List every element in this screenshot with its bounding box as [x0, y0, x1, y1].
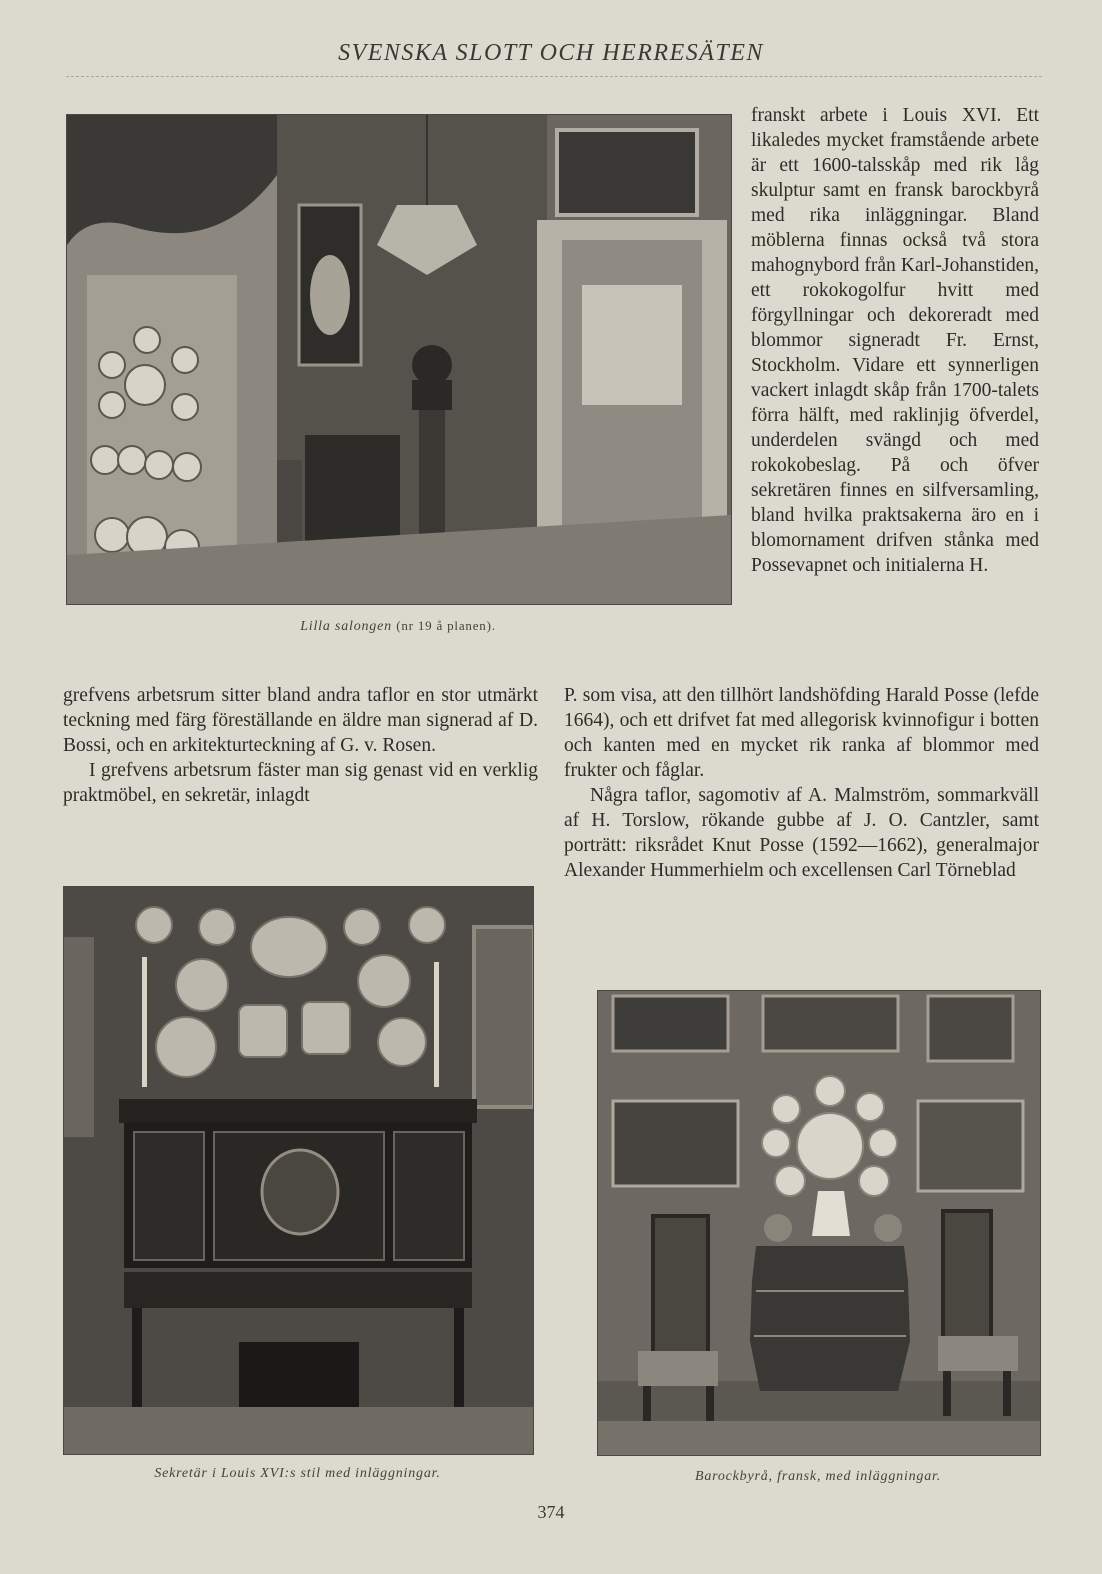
photo-lilla-salongen: [66, 114, 732, 605]
header-rule: [66, 76, 1042, 77]
running-title: SVENSKA SLOTT OCH HERRESÄTEN: [338, 40, 764, 66]
photo-barockbyra: [597, 990, 1041, 1456]
text-right-continued: [564, 683, 1039, 883]
paragraph: P. som visa, att den tillhört landshöfding Harald Posse (lefde 1664), och ett drifvet fat med allegorisk kvinnofigur i botten och kanten med en mycket rik ranka af blommor med frukter och fåglar.: [564, 685, 1039, 781]
paragraph: Några taflor, sagomotiv af A. Malmström, sommarkväll af H. Torslow, rökande gubbe af J. O. Cantzler, samt porträtt: riksrådet Knut Posse (1592—1662), generalmajor Alexander Hummerhielm och excellensen Carl Törneblad: [564, 785, 1039, 881]
caption-lilla-salongen: [66, 618, 730, 635]
text-right-column: [751, 103, 1039, 578]
caption-barockbyra: Barockbyrå, fransk, med inläggningar.: [694, 1469, 942, 1484]
caption-note: (nr 19 å planen).: [396, 618, 496, 633]
photo-sekretar: [63, 886, 534, 1455]
page-number: 374: [537, 1502, 565, 1522]
text-left-column: [63, 683, 538, 808]
paragraph: franskt arbete i Louis XVI. Ett likaledes mycket framstående arbete är ett 1600-talsskåp med rik låg skulptur samt en fransk barockbyrå med rika inläggningar. Bland möblerna finnas också två stora mahognybord från Karl-Johanstiden, ett rokokogolfur hvitt med förgyllningar och dekoreradt med blommor signeradt Fr. Ernst, Stockholm. Vidare ett synnerligen vackert inlagdt skåp från 1700-talets förra hälft, med raklinjig öfverdel, underdelen svängd och med rokokobeslag. På och öfver sekretären finnes en silfversamling, bland hvilka praktsakerna äro en i blomornament drifven stånka med Possevapnet och initialerna H.: [751, 105, 1039, 576]
paragraph: grefvens arbetsrum sitter bland andra taflor en stor utmärkt teckning med färg föreställande en äldre man signerad af D. Bossi, och en arkitekturteckning af G. v. Rosen.: [63, 685, 538, 756]
paragraph: I grefvens arbetsrum fäster man sig genast vid en verklig praktmöbel, en sekretär, inlagdt: [63, 760, 538, 806]
caption-sekretar: Sekretär i Louis XVI:s stil med inläggningar.: [154, 1466, 441, 1481]
caption-title: Lilla salongen: [300, 619, 392, 634]
